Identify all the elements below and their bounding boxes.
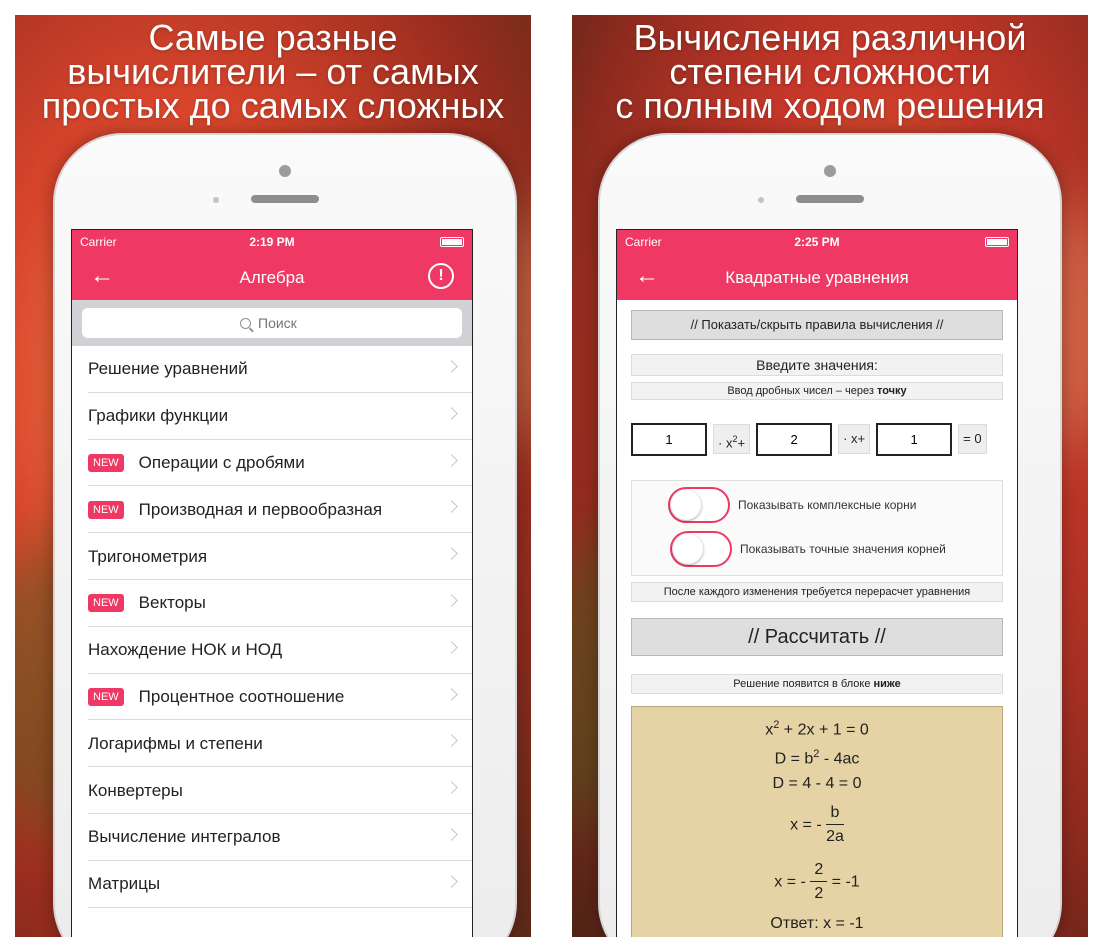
x-term: · x+ (838, 424, 870, 454)
list-item-label: Операции с дробями (138, 452, 305, 472)
decimal-hint-bold: точку (876, 385, 907, 397)
chevron-right-icon (445, 735, 458, 748)
list-item-label: Процентное соотношение (138, 686, 345, 706)
x-squared-term (713, 424, 750, 454)
chevron-right-icon (445, 688, 458, 701)
decimal-hint-text: Ввод дробных чисел – через (727, 385, 877, 397)
back-arrow-icon[interactable]: ← (635, 262, 659, 289)
sol-text: = -1 (831, 873, 860, 891)
exact-roots-switch[interactable] (670, 531, 732, 567)
list-item[interactable] (72, 580, 472, 627)
new-badge: NEW (88, 594, 124, 612)
nav-title: Квадратные уравнения (725, 268, 909, 287)
op-superscript: 2 (732, 434, 738, 444)
list-item-label: Вычисление интегралов (88, 827, 281, 847)
list-item[interactable] (72, 533, 472, 580)
list-item-label: Решение уравнений (88, 359, 248, 379)
coefficient-a-input[interactable] (631, 423, 707, 456)
toggle-rules-button[interactable]: // Показать/скрыть правила вычисления // (631, 310, 1003, 340)
chevron-right-icon (445, 594, 458, 607)
list-item[interactable] (72, 674, 472, 721)
new-badge: NEW (88, 688, 124, 706)
fraction (810, 859, 827, 906)
op-text: · x (718, 435, 733, 451)
list-item-label: Нахождение НОК и НОД (88, 640, 283, 660)
sol-text: x = - (774, 873, 806, 891)
phone-frame (53, 133, 517, 937)
list-item-label: Производная и первообразная (138, 499, 383, 519)
camera-icon (279, 165, 291, 177)
recalc-note: После каждого изменения требуется перерасчет уравнения (631, 582, 1003, 602)
right-headline (572, 17, 1088, 126)
list-item[interactable] (72, 346, 472, 393)
solution-line (632, 742, 1002, 771)
fraction-denominator: 2a (826, 827, 844, 845)
search-icon (240, 318, 251, 329)
nav-bar (617, 254, 1017, 300)
camera-icon (824, 165, 836, 177)
fraction-numerator: 2 (810, 859, 827, 882)
chevron-right-icon (445, 875, 458, 888)
new-badge: NEW (88, 501, 124, 519)
solution-line (632, 713, 1002, 742)
complex-roots-switch[interactable] (668, 487, 730, 523)
fraction-numerator: b (826, 802, 844, 825)
headline-line: с полным ходом решения (615, 85, 1045, 126)
chevron-right-icon (445, 781, 458, 794)
headline-line: простых до самых сложных (41, 85, 505, 126)
solution-line (632, 802, 1002, 849)
list-item[interactable] (72, 440, 472, 487)
chevron-right-icon (445, 360, 458, 373)
nav-title: Алгебра (239, 268, 305, 287)
enter-values-label: Введите значения: (631, 354, 1003, 376)
solution-line (632, 859, 1002, 906)
solution-hint-text: Решение появится в блоке (733, 678, 874, 690)
list-item-label: Конвертеры (88, 780, 183, 800)
nav-bar (72, 254, 472, 300)
phone-screen (616, 229, 1018, 937)
battery-icon (985, 237, 1009, 247)
sensor-dot (213, 197, 219, 203)
equation-inputs (631, 422, 1003, 456)
search-bar (72, 300, 472, 346)
headline-line: Вычисления различной (633, 17, 1027, 58)
solution-line: D = 4 - 4 = 0 (772, 774, 862, 792)
speaker-grille (251, 195, 319, 203)
right-promo-panel (572, 15, 1088, 937)
exact-roots-label: Показывать точные значения корней (740, 542, 946, 556)
coefficient-b-input[interactable] (756, 423, 832, 456)
chevron-right-icon (445, 828, 458, 841)
status-time: 2:25 PM (794, 235, 840, 249)
info-icon[interactable]: ! (428, 263, 454, 289)
status-time: 2:19 PM (249, 235, 295, 249)
status-bar (617, 230, 1017, 254)
solution-answer: Ответ: x = -1 (770, 914, 864, 932)
headline-line: степени сложности (669, 51, 991, 92)
coefficient-c-input[interactable] (876, 423, 952, 456)
list-item-label: Векторы (138, 593, 206, 613)
decimal-hint (631, 382, 1003, 400)
list-item-label: Логарифмы и степени (88, 733, 263, 753)
list-item-label: Графики функции (88, 406, 229, 426)
list-item[interactable] (72, 627, 472, 674)
chevron-right-icon (445, 547, 458, 560)
sol-text: x = - (790, 816, 822, 834)
list-item-label: Тригонометрия (88, 546, 208, 566)
headline-line: вычислители – от самых (67, 51, 479, 92)
list-item[interactable] (72, 814, 472, 861)
list-item[interactable] (72, 861, 472, 908)
fraction (826, 802, 844, 849)
sol-text: + 2x + 1 = 0 (779, 721, 869, 739)
left-headline (15, 17, 531, 126)
battery-icon (440, 237, 464, 247)
new-badge: NEW (88, 454, 124, 472)
carrier-label: Carrier (80, 235, 117, 249)
category-list (72, 346, 472, 908)
back-arrow-icon[interactable]: ← (90, 262, 114, 289)
left-promo-panel (15, 15, 531, 937)
sol-text: x (765, 721, 774, 739)
search-field[interactable] (82, 308, 462, 338)
chevron-right-icon (445, 407, 458, 420)
solution-box (631, 706, 1003, 937)
sol-superscript: 2 (813, 748, 820, 761)
list-item[interactable] (72, 767, 472, 814)
sol-text: D = b (774, 750, 814, 768)
carrier-label: Carrier (625, 235, 662, 249)
op-text: + (737, 435, 746, 451)
sensor-dot (758, 197, 764, 203)
phone-screen (71, 229, 473, 937)
chevron-right-icon (445, 641, 458, 654)
sol-superscript: 2 (773, 719, 780, 731)
phone-frame (598, 133, 1062, 937)
complex-roots-option (668, 487, 916, 523)
sol-text: - 4ac (819, 750, 860, 768)
quadratic-calculator (617, 300, 1017, 937)
complex-roots-label: Показывать комплексные корни (738, 498, 917, 512)
fraction-denominator: 2 (814, 884, 824, 902)
list-item[interactable] (72, 486, 472, 533)
options-box (631, 480, 1003, 576)
list-item[interactable] (72, 720, 472, 767)
search-input[interactable] (258, 315, 304, 331)
exact-roots-option (670, 531, 946, 567)
solution-hint (631, 674, 1003, 694)
solution-hint-bold: ниже (873, 678, 901, 690)
calculate-button[interactable]: // Рассчитать // (631, 618, 1003, 656)
list-item[interactable] (72, 393, 472, 440)
headline-line: Самые разные (148, 17, 398, 58)
chevron-right-icon (445, 454, 458, 467)
chevron-right-icon (445, 501, 458, 514)
status-bar (72, 230, 472, 254)
equals-zero: = 0 (958, 424, 986, 454)
list-item-label: Матрицы (88, 874, 161, 894)
speaker-grille (796, 195, 864, 203)
